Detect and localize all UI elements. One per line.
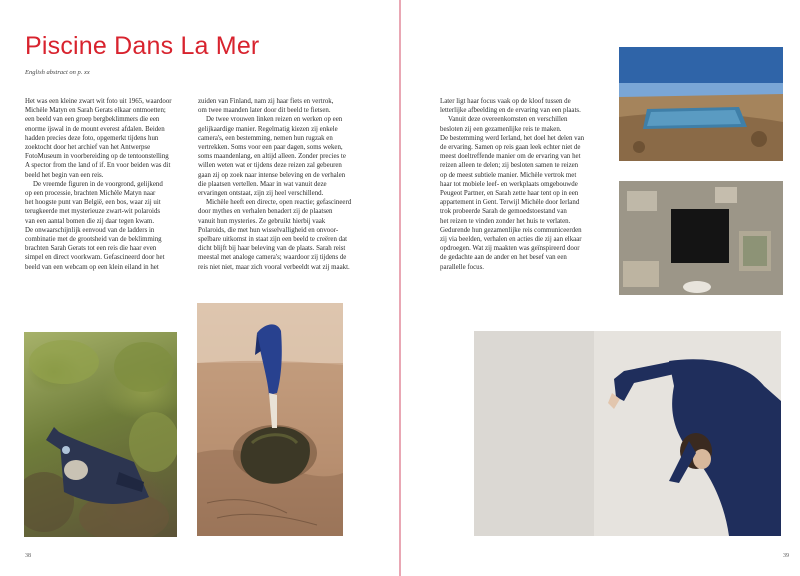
text-line: trok probeerde Sarah de gemoedstoestand van [440, 208, 567, 216]
text-line: die plaatsen vertellen. Maar in wat vanuit deze [198, 180, 327, 188]
photo-room-with-dark-square-on-floor [619, 181, 783, 295]
abstract-note: English abstract on p. xx [25, 69, 90, 76]
photo-figure-bent-over-rock-on-beach [197, 303, 343, 536]
text-line: willen weten wat er tijdens deze reizen zal gebeuren [198, 162, 342, 170]
text-line: een beeld van een groep bergbeklimmers die een [25, 116, 160, 124]
text-line: Gedurende hun gezamenlijke reis communiceerden [440, 226, 582, 234]
text-line: meest doeltreffende manier om de ervaring van het [440, 153, 581, 161]
text-line: ervaringen ontstaat, zijn zij heel verschillend. [198, 190, 324, 198]
text-line: van een aantal bomen die zij daar tegen kwam. [25, 217, 155, 225]
beach-scene-illustration [197, 303, 343, 536]
text-line: parallelle focus. [440, 263, 485, 271]
moss-scene-illustration [24, 332, 177, 537]
text-line: meestal met analoge camera's; waardoor zij tijdens de [198, 254, 347, 262]
text-line: opdroegen. Wat zij maakten was geïnspireerd door [440, 245, 580, 253]
text-line: spelbare uitkomst in staat zijn een beeld te creëren dat [198, 236, 348, 244]
text-line: vanuit hun mysteries. Ze gebruikt hierbij vaak [198, 217, 326, 225]
text-line: De onwaarschijnlijk eenvoud van de ladders in [25, 226, 155, 234]
right-page [401, 0, 800, 576]
text-line: de ervaring. Samen op reis gaan leek echter niet de [440, 144, 581, 152]
text-line: combinatie met de grootsheid van de beklimming [25, 236, 162, 244]
text-line: Het was een kleine zwart wit foto uit 1965, waardoor [25, 98, 172, 105]
photo-rock-pool-by-the-sea [619, 47, 783, 161]
text-line: enorme ijswal in de mount everest afdalen. Beiden [25, 125, 165, 133]
text-column-3 [440, 97, 608, 272]
text-line: Vanuit deze overeenkomsten en verschillen [448, 116, 568, 124]
text-line: beeld van een webcam op een klein eiland in het [25, 263, 159, 271]
text-line: FotoMuseum in voorbereiding op de tentoonstelling [25, 153, 169, 161]
text-line: terugkeerde met mysterieuze zwart-wit polaroids [25, 208, 161, 216]
photo-figure-leaning-against-wall [474, 331, 781, 536]
text-line: Michèle Matyn en Sarah Gerats elkaar ontmoetten; [25, 107, 166, 115]
left-page [0, 0, 399, 576]
text-line: haar tot mobiele leef- en werkplaats omgebouwde [440, 180, 578, 188]
text-line: A spector from the land of if. En voor beiden was dit [25, 162, 171, 170]
room-scene-illustration [619, 181, 783, 295]
text-line: vertrekken. Soms voor een paar dagen, soms weken, [198, 144, 343, 152]
text-line: De twee vrouwen linken reizen en werken op een [206, 116, 343, 124]
text-line: Michèle heeft een directe, open reactie; gefascineerd [206, 199, 352, 207]
text-line: reizen alleen te delen; zij besloten samen te reizen [440, 162, 579, 170]
text-line: door mythes en verhalen benadert zij de plaatsen [198, 208, 333, 216]
wall-scene-illustration [474, 331, 781, 536]
text-line: het reizen te vinden zonder het huis te verlaten. [440, 217, 571, 225]
text-line: besloten zij een gezamenlijke reis te maken. [440, 125, 562, 133]
text-line: zij via beelden, verhalen en acties die zij aan elkaar [440, 236, 582, 244]
text-line: soms maandenlang, en altijd alleen. Zonder precies te [198, 153, 346, 161]
text-line: gelijkaardige manier. Regelmatig kiezen zij enkele [198, 125, 338, 133]
text-line: Peugeot Partner, en Sarah zette haar tent op in een [440, 190, 579, 198]
text-line: simpel en direct voorkwam. Gefascineerd door het [25, 254, 165, 262]
text-line: brachten Sarah Gerats tot een reis die haar even [25, 245, 157, 253]
text-line: de gedachte aan de ander en het besef van een [440, 254, 567, 262]
text-line: beeld het begin van een reis. [25, 171, 104, 179]
text-line: hadden precies deze foto, opgemerkt tijdens hun [25, 134, 159, 142]
sea-scene-illustration [619, 47, 783, 161]
text-line: camera's, een bestemming, nemen hun rugzak en [198, 134, 333, 142]
text-line: op een processie, brachten Michèle Matyn naar [25, 190, 156, 198]
text-line: letterlijke afbeelding en de ervaring van een plaats. [440, 107, 581, 115]
text-column-2 [198, 97, 368, 272]
text-line: gaan zij op zoek naar intense beleving en de verhalen [198, 171, 346, 179]
text-line: om twee maanden later door dit beeld te fietsen. [198, 107, 331, 115]
text-line: op de meest subtiele manier. Michèle vertrok met [440, 171, 577, 179]
article-title: Piscine Dans La Mer [25, 32, 260, 60]
page-number-right: 39 [783, 553, 789, 559]
text-line: het hoogste punt van België, een bos, waar zij uit [25, 199, 161, 207]
page-number-left: 38 [25, 553, 31, 559]
photo-person-lying-in-moss [24, 332, 177, 537]
text-line: zoektocht door het archief van het Antwerpse [25, 144, 151, 152]
text-line: zuiden van Finland, nam zij haar fiets en vertrok, [198, 98, 334, 105]
text-line: Later ligt haar focus vaak op de kloof tussen de [440, 98, 571, 105]
text-column-1 [25, 97, 185, 272]
text-line: De vreemde figuren in de voorgrond, gelijkend [33, 180, 163, 188]
text-line: appartement in Gent. Terwijl Michèle door Ierland [440, 199, 580, 207]
text-line: Polaroids, die met hun wisselvalligheid en onvoor- [198, 226, 339, 234]
text-line: De bestemming werd Ierland, het doel het delen van [440, 134, 585, 142]
text-line: dicht blijft bij haar beleving van de plaats. Sarah reist [198, 245, 346, 253]
text-line: reis niet niet, maar zich vooral verbeeldt wat zij maakt. [198, 263, 350, 271]
